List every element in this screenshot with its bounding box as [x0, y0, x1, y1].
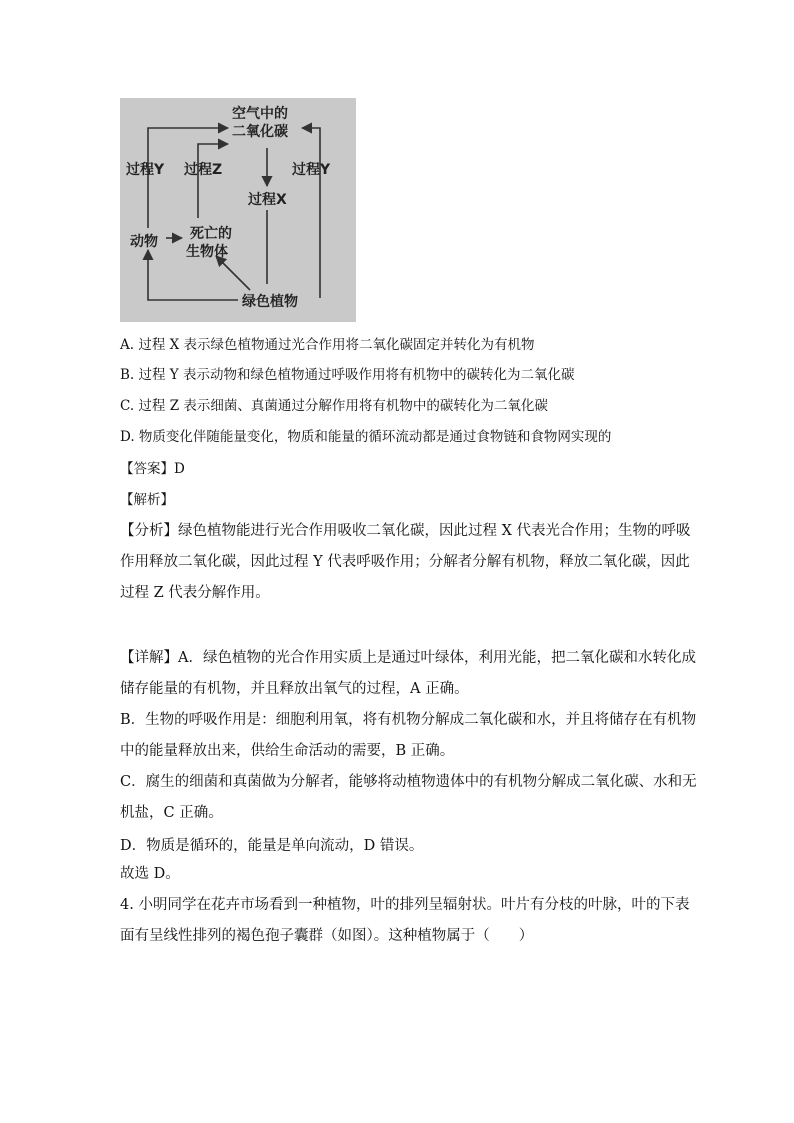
detail-line: C．腐生的细菌和真菌做为分解者，能够将动植物遗体中的有机物分解成二氧化碳、水和无 [120, 774, 697, 790]
detail-line: D．物质是循环的，能量是单向流动，D 错误。 [120, 838, 424, 854]
process-y-right-label: 过程Y [292, 162, 331, 178]
dead-organisms-label-line2: 生物体 [186, 244, 228, 260]
detail-line: 【详解】A．绿色植物的光合作用实质上是通过叶绿体，利用光能，把二氧化碳和水转化成 [120, 650, 696, 666]
carbon-cycle-diagram [120, 98, 356, 322]
option-c: C. 过程 Z 表示细菌、真菌通过分解作用将有机物中的碳转化为二氧化碳 [120, 398, 548, 414]
question-line: 4. 小明同学在花卉市场看到一种植物，叶的排列呈辐射状。叶片有分枝的叶脉，叶的下表 [120, 897, 690, 913]
analysis-line: 过程 Z 代表分解作用。 [120, 585, 270, 601]
detail-line: B．生物的呼吸作用是：细胞利用氧，将有机物分解成二氧化碳和水，并且将储存在有机物 [120, 712, 697, 728]
process-z-label: 过程Z [184, 162, 223, 178]
option-d: D. 物质变化伴随能量变化，物质和能量的循环流动都是通过食物链和食物网实现的 [120, 429, 612, 445]
question-line: 面有呈线性排列的褐色孢子囊群（如图）。这种植物属于（ ） [120, 928, 534, 944]
green-plants-label: 绿色植物 [242, 294, 298, 310]
answer-line: 【答案】D [120, 461, 185, 477]
dead-organisms-label-line1: 死亡的 [190, 226, 232, 242]
detail-line: 中的能量释放出来，供给生命活动的需要，B 正确。 [120, 743, 455, 759]
co2-label-line2: 二氧化碳 [232, 124, 288, 140]
detail-line: 故选 D。 [120, 866, 180, 882]
option-a: A. 过程 X 表示绿色植物通过光合作用将二氧化碳固定并转化为有机物 [120, 337, 535, 353]
process-x-label: 过程X [248, 192, 287, 208]
process-y-left-label: 过程Y [126, 162, 165, 178]
detail-line: 储存能量的有机物，并且释放出氧气的过程，A 正确。 [120, 681, 469, 697]
analysis-heading: 【解析】 [120, 492, 174, 508]
analysis-line: 作用释放二氧化碳，因此过程 Y 代表呼吸作用；分解者分解有机物，释放二氧化碳，因此 [120, 554, 690, 570]
animals-label: 动物 [130, 234, 158, 250]
analysis-line: 【分析】绿色植物能进行光合作用吸收二氧化碳，因此过程 X 代表光合作用；生物的呼吸 [120, 523, 691, 539]
co2-label-line1: 空气中的 [232, 106, 288, 122]
detail-line: 机盐，C 正确。 [120, 805, 223, 821]
option-b: B. 过程 Y 表示动物和绿色植物通过呼吸作用将有机物中的碳转化为二氧化碳 [120, 367, 575, 383]
